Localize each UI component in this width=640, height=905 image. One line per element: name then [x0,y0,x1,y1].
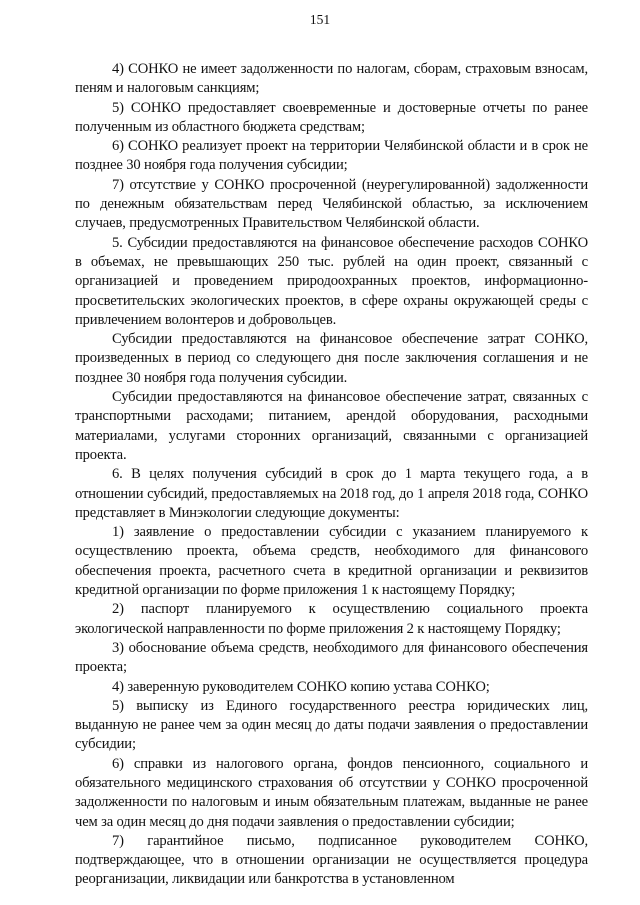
paragraph: 4) СОНКО не имеет задолженности по налогам, сборам, страховым взносам, пеням и налоговым санкциям; [75,61,588,97]
paragraph: 5) СОНКО предоставляет своевременные и достоверные отчеты по ранее полученным из областного бюджета средствам; [75,99,588,135]
paragraph: 7) гарантийное письмо, подписанное руководителем СОНКО, подтверждающее, что в отношении организации не осуществляется процедура реорганизации, ликвидации или банкротства в установленном [75,832,588,888]
paragraph: 6. В целях получения субсидий в срок до 1 марта текущего года, а в отношении субсидий, предоставляемых на 2018 год, до 1 апреля 2018 года, СОНКО представляет в Минэкологии следующие документы: [75,466,588,521]
document-body [75,60,588,890]
paragraph: 5) выписку из Единого государственного реестра юридических лиц, выданную не ранее чем за один месяц до даты подачи заявления о предоставлении субсидии; [75,697,588,753]
page-number: 151 [309,12,331,27]
paragraph: 7) отсутствие у СОНКО просроченной (неурегулированной) задолженности по денежным обязательствам перед Челябинской областью, за исключением случаев, предусмотренных Правительством Челябинской области. [75,176,588,232]
paragraph: 6) справки из налогового органа, фондов пенсионного, социального и обязательного медицинского страхования об отсутствии у СОНКО просроченной задолженности по налоговым и иным обязательным платежам, выданные не ранее чем за один месяц до дня подачи заявления о предоставлении субсидии; [75,755,588,830]
paragraph: 5. Субсидии предоставляются на финансовое обеспечение расходов СОНКО в объемах, не превышающих 250 тыс. рублей на один проект, связанный с организацией и проведением природоохранных проектов, информационно-просветительских экологических проектов, в сфере охраны окружающей среды с привлечением волонтеров и добровольцев. [75,234,588,328]
paragraph: 4) заверенную руководителем СОНКО копию устава СОНКО; [112,678,490,695]
paragraph: Субсидии предоставляются на финансовое обеспечение затрат СОНКО, произведенных в период со следующего дня после заключения соглашения и не позднее 30 ноября года получения субсидии. [75,331,588,386]
paragraph: 2) паспорт планируемого к осуществлению социального проекта экологической направленности по форме приложения 2 к настоящему Порядку; [75,601,588,637]
paragraph: 6) СОНКО реализует проект на территории Челябинской области и в срок не позднее 30 ноября года получения субсидии; [75,138,588,174]
paragraph: Субсидии предоставляются на финансовое обеспечение затрат, связанных с транспортными расходами; питанием, арендой оборудования, расходными материалами, услугами сторонних организаций, связанными с организацией проекта. [75,389,588,463]
paragraph: 1) заявление о предоставлении субсидии с указанием планируемого к осуществлению проекта, объема средств, необходимого для финансового обеспечения проекта, расчетного счета в кредитной организации и реквизитов кредитной организации по форме приложения 1 к настоящему Порядку; [75,524,588,599]
paragraph: 3) обоснование объема средств, необходимого для финансового обеспечения проекта; [75,639,588,676]
